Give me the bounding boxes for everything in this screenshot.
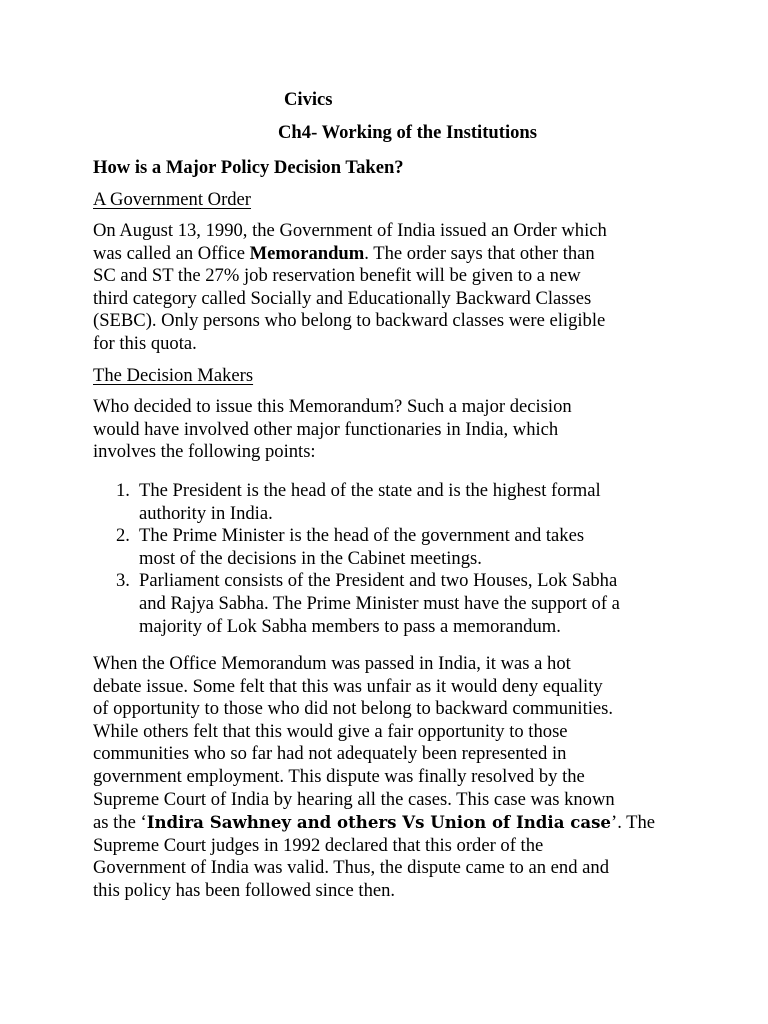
list-item-text: The Prime Minister is the head of the government and takes most of the decisions in the Cabinet meetings.	[139, 525, 585, 569]
paragraph-text: . The order says that other than SC and ST the 27% job reservation benefit will be given to a new third category called Socially and Educationally Backward Classes (SEBC). Only persons who belong to backward classes were eligible for this quota.	[93, 242, 606, 354]
paragraph-government-order	[93, 220, 693, 356]
list-item	[93, 480, 693, 525]
case-name-bold: Indira Sawhney and others Vs Union of India case	[146, 812, 611, 833]
list-item-text: The President is the head of the state and is the highest formal authority in India.	[139, 480, 601, 524]
list-item	[93, 525, 693, 570]
paragraph-office-memorandum	[93, 653, 693, 903]
paragraph-text: ’. The Supreme Court judges in 1992 declared that this order of the Government of India was valid. Thus, the dispute came to an end and this policy has been followed since then.	[93, 812, 656, 901]
functionaries-list	[93, 480, 693, 638]
paragraph-text: When the Office Memorandum was passed in India, it was a hot debate issue. Some felt that this was unfair as it would deny equality of opportunity to those who did not belong to backward communities. While others felt that this would give a fair opportunity to those communities who so far had not adequately been represented in government employment. This dispute was finally resolved by the Supreme Court of India by hearing all the cases. This case was known as the ‘	[93, 653, 615, 834]
subject-title: Civics	[284, 89, 333, 110]
section-title-government-order: A Government Order	[93, 189, 252, 210]
list-number: 3.	[116, 570, 130, 592]
paragraph-text: On August 13, 1990, the Government of India issued an Order which was called an Office	[93, 220, 607, 264]
section-title-decision-makers: The Decision Makers	[93, 365, 254, 386]
chapter-title: Ch4- Working of the Institutions	[278, 122, 537, 143]
list-item-text: Parliament consists of the President and two Houses, Lok Sabha and Rajya Sabha. The Prime Minister must have the support of a majority of Lok Sabha members to pass a memorandum.	[139, 570, 620, 637]
list-number: 1.	[116, 480, 130, 501]
paragraph-decision-makers: Who decided to issue this Memorandum? Such a major decision would have involved other major functionaries in India, which involves the following points:	[93, 396, 572, 463]
list-number: 2.	[116, 525, 130, 547]
memorandum-bold: Memorandum	[249, 242, 365, 264]
main-heading: How is a Major Policy Decision Taken?	[93, 157, 404, 178]
list-item	[93, 570, 693, 638]
